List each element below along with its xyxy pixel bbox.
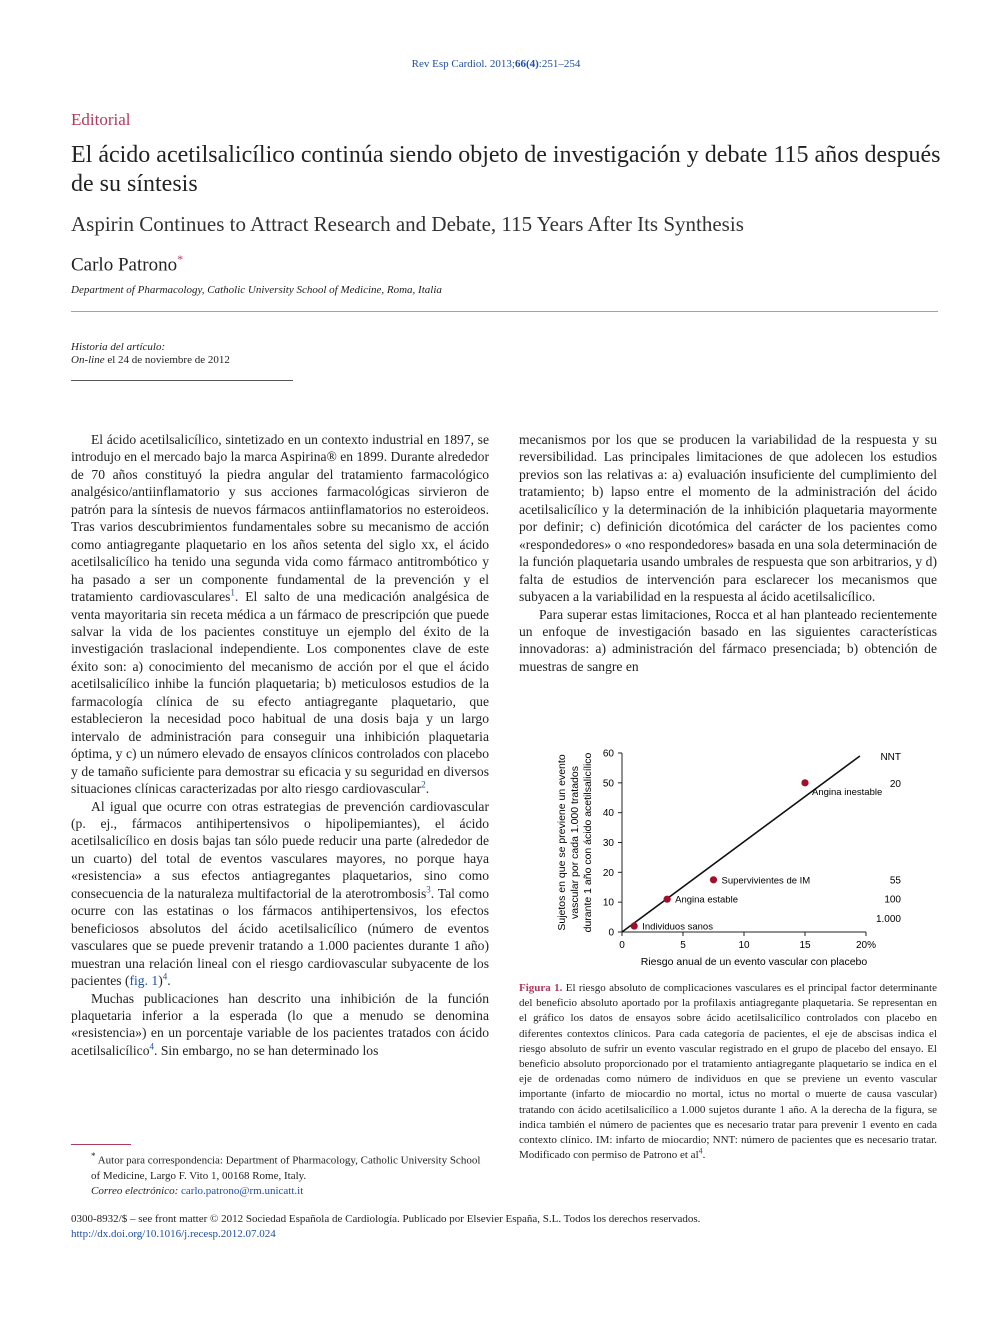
history-label: Historia del artículo: <box>71 341 166 353</box>
y-tick-label: 10 <box>602 897 614 909</box>
y-axis-label-line: durante 1 año con ácido acetilsalicílico <box>582 752 594 933</box>
reference-link[interactable]: 1 <box>230 587 235 598</box>
history-online: On-line <box>71 354 105 366</box>
point-label: Angina inestable <box>812 786 883 798</box>
paragraph: mecanismos por los que se producen la variabilidad de la respuesta y su reversibilidad. Las principales limitaciones de que adolecen los estudios previos son las relativas a: a) evaluación insuficiente del cumplimiento del tratamiento; b) lapso entre el momento de la administración del ácido acetilsalicílico y la determinación de la inhibición plaquetaria mayormente por definir; c) definición dicotómica del carácter de los pacientes como «respondedores» o «no respondedores» basada en una sola determinación de la función plaquetaria usando umbrales de respuesta que son arbitrarios, y d) falta de estudios de intervención para esclarecer los mecanismos que subyacen a la variabilidad en la respuesta al ácido acetilsalicílico. <box>519 432 937 605</box>
x-axis-label: Riesgo anual de un evento vascular con placebo <box>640 956 868 968</box>
body-column-right <box>519 431 937 675</box>
nnt-value: 1.000 <box>875 914 901 926</box>
author-line <box>71 252 183 276</box>
reference-link[interactable]: 4 <box>698 1146 703 1156</box>
history-divider <box>71 380 293 381</box>
point-label: Individuos sanos <box>642 921 713 933</box>
journal-pages: :251–254 <box>538 58 581 70</box>
x-tick-label: 15 <box>799 940 811 951</box>
author-footnote-link[interactable]: * <box>177 252 184 266</box>
y-tick-label: 50 <box>602 778 614 790</box>
data-point <box>801 779 808 786</box>
email-link[interactable]: carlo.patrono@rm.unicatt.it <box>181 1184 304 1197</box>
reference-link[interactable]: 4 <box>162 971 168 982</box>
paragraph: Al igual que ocurre con otras estrategias de prevención cardiovascular (p. ej., fármacos antihipertensivos o hipolipemiantes), el ácido acetilsalicílico en dosis bajas tan sólo puede reducir una parte (alrededor de un cuarto) del total de eventos vasculares mayores, no porque haya «resistencia» a sus efectos antiagregantes plaquetarios, sino como consecuencia de la naturaleza multifactorial de la aterotrombosis$^3$. Tal como ocurre con las estatinas o los fármacos antihipertensivos, los efectos beneficiosos absolutos del ácido acetilsalicílico (número de eventos vasculares que se puede prevenir tratando a 1.000 pacientes durante 1 año) muestran una relación lineal con el riesgo cardiovascular subyacente de los pacientes (fig. 1)$^4$. <box>71 798 489 989</box>
y-tick-label: 30 <box>602 838 614 849</box>
nnt-value: 55 <box>889 875 901 887</box>
journal-year: 2013; <box>489 58 515 70</box>
correspondence-footnote <box>71 1149 489 1199</box>
y-axis-label-line: vascular por cada 1.000 tratados <box>569 766 581 919</box>
journal-volume: 66(4) <box>514 58 539 70</box>
y-axis-label <box>556 752 594 932</box>
journal-citation[interactable] <box>0 58 992 70</box>
reference-link[interactable]: 4 <box>149 1041 155 1052</box>
data-point <box>664 896 671 903</box>
chart-svg <box>519 740 939 972</box>
journal-name: Rev Esp Cardiol. <box>411 58 488 70</box>
paragraph: El ácido acetilsalicílico, sintetizado en un contexto industrial en 1897, se introdujo en el mercado bajo la marca Aspirina® en 1899. Durante alrededor de 70 años constituyó la piedra angular del tratamiento farmacológico analgésico/antiinflamatorio y sus acciones farmacológicas sirvieron de patrón para la síntesis de nuevos fármacos antiinflamatorios no esteroideos. Tras varios descubrimientos fundamentales sobre su mecanismo de acción como antiagregante plaquetario en los años setenta del siglo xx, el ácido acetilsalicílico ha tenido una segunda vida como fármaco antitrombótico y ha pasado a ser un componente fundamental de la prevención y el tratamiento cardiovasculares$^1$. El salto de una medicación analgésica de venta mayoritaria sin receta médica a un fármaco de prescripción que puede salvar la vida de los pacientes constituye un ejemplo del éxito de la investigación traslacional independiente. Los componentes clave de este éxito son: a) conocimiento del mecanismo de acción por el que el ácido acetilsalicílico inhibe la función plaquetaria; b) meticulosos estudios de la farmacología clínica de su efecto antiagregante plaquetario, que establecieron la necesidad poco habitual de una dosis baja y un largo intervalo de administración para conseguir una inhibición plaquetaria óptima, y c) un número elevado de ensayos clínicos controlados con placebo y de tamaño suficiente para demostrar su eficacia y su seguridad en diversos situaciones clínicas caracterizadas por alto riesgo cardiovascular$^2$. <box>71 432 489 797</box>
history-date <box>71 354 230 366</box>
doi-link[interactable]: http://dx.doi.org/10.1016/j.recesp.2012.07.024 <box>71 1228 276 1240</box>
figure-link[interactable]: fig. 1 <box>129 973 159 989</box>
trend-line <box>622 756 860 932</box>
reference-link[interactable]: 3 <box>426 884 431 895</box>
data-point <box>631 922 638 929</box>
y-tick-label: 60 <box>602 748 614 760</box>
history-date-text: el 24 de noviembre de 2012 <box>104 354 230 366</box>
x-tick-label: 20% <box>855 940 877 951</box>
article-title-english: Aspirin Continues to Attract Research and Debate, 115 Years After Its Synthesis <box>71 212 744 236</box>
email-label: Correo electrónico: <box>91 1184 179 1197</box>
header-divider <box>71 311 938 312</box>
paragraph: Para superar estas limitaciones, Rocca et al han planteado recientemente un enfoque de investigación basado en las siguientes características innovadoras: a) administración del fármaco presenciada; b) obtención de muestras de sangre en <box>519 606 937 674</box>
figure-label: Figura 1. <box>519 982 563 994</box>
affiliation: Department of Pharmacology, Catholic University School of Medicine, Roma, Italia <box>71 284 442 296</box>
section-label: Editorial <box>71 110 131 129</box>
footnote-divider <box>71 1144 131 1145</box>
figure-1-chart <box>519 740 939 977</box>
y-tick-label: 20 <box>602 867 614 879</box>
email-line <box>71 1184 489 1199</box>
y-tick-label: 0 <box>608 927 614 939</box>
reference-link[interactable]: 2 <box>421 779 426 790</box>
nnt-header: NNT <box>880 752 901 763</box>
y-tick-label: 40 <box>602 808 614 820</box>
footnote-mark: * <box>91 1151 96 1161</box>
article-title-spanish: El ácido acetilsalicílico continúa siendo objeto de investigación y debate 115 años después de su síntesis <box>71 142 941 197</box>
x-tick-label: 10 <box>738 940 750 951</box>
issn-copyright: 0300-8932/$ – see front matter © 2012 Sociedad Española de Cardiología. Publicado por Elsevier España, S.L. Todos los derechos reservados. <box>71 1213 701 1225</box>
point-label: Angina estable <box>675 894 738 906</box>
nnt-value: 20 <box>889 778 901 790</box>
point-label: Supervivientes de IM <box>721 875 811 887</box>
figure-caption: Figura 1. El riesgo absoluto de complicaciones vasculares es el principal factor determinante del beneficio absoluto aportado por la profilaxis antiagregante plaquetaria. Se representan en el gráfico los datos de ensayos sobre ácido acetilsalicílico controlados con placebo en diferentes contextos clínicos. Para cada categoría de pacientes, el eje de abscisas indica el riesgo absoluto de sufrir un evento vascular registrado en el grupo de placebo del ensayo. El beneficio absoluto proporcionado por el tratamiento antiagregante plaquetario se indica en el eje de ordenadas como número de individuos en que se previene un evento vascular importante (infarto de miocardio no mortal, ictus no mortal o muerte de causa vascular) tratando con ácido acetilsalicílico a 1.000 sujetos durante 1 año. A la derecha de la figura, se indica también el número de pacientes que es necesario tratar para prevenir 1 evento en cada contexto clínico. IM: infarto de miocardio; NNT: número de pacientes que es necesario tratar. Modificado con permiso de Patrono et $al^4$. <box>519 982 937 1162</box>
y-axis-label-line: Sujetos en que se previene un evento <box>556 754 568 931</box>
footnote-text: * Autor para correspondencia: Department of Pharmacology, Catholic University School of Medicine, Largo F. Vito 1, 00168 Rome, Italy. <box>91 1151 481 1182</box>
paragraph: Muchas publicaciones han descrito una inhibición de la función plaquetaria inferior a la esperada (lo que a menudo se denomina «resistencia») en un porcentaje variable de los pacientes tratados con ácido acetilsalicílico$^4$. Sin embargo, no se han determinado los <box>71 990 489 1058</box>
body-column-left <box>71 431 489 1059</box>
author-name: Carlo Patrono <box>71 254 178 276</box>
x-tick-label: 5 <box>680 940 686 951</box>
x-tick-label: 0 <box>619 940 625 951</box>
nnt-value: 100 <box>884 894 901 906</box>
data-point <box>710 876 717 883</box>
